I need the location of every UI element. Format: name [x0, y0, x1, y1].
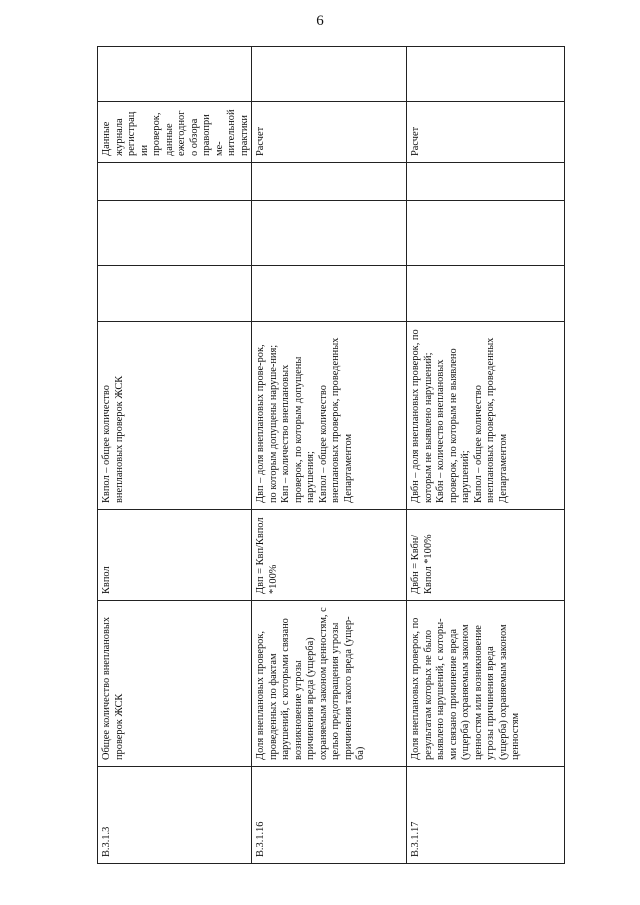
table-row — [97, 46, 252, 864]
cell-empty — [407, 163, 564, 201]
page-number: 6 — [316, 13, 324, 29]
cell-indicator-name: Доля внеплановых проверок, проведенных по фактам нарушений, с которыми связано возникновение угрозы причинения вреда (ущерба) охраняемым законом ценностям, с целью предотвращения угрозы причинения такого вреда (ущер-ба) — [252, 601, 406, 767]
cell-data-source: Расчет — [252, 102, 406, 163]
cell-formula: Двбн = Квбн/Квпол *100% — [407, 510, 564, 601]
table-rotated-body — [97, 46, 565, 864]
cell-data-source: Расчет — [407, 102, 564, 163]
cell-empty — [407, 46, 564, 102]
cell-empty — [252, 201, 406, 266]
table-row — [252, 46, 407, 864]
cell-code: В.3.1.16 — [252, 767, 406, 864]
cell-empty — [407, 201, 564, 266]
indicators-table — [97, 46, 565, 864]
cell-code: В.3.1.3 — [98, 767, 251, 864]
cell-empty — [252, 46, 406, 102]
cell-empty — [252, 163, 406, 201]
cell-data-source: Данные журнала регистрации проверок, данные ежегодного обзора правоприме-нительной практики — [98, 102, 251, 163]
cell-variables: Двп – доля внеплановых прове-рок, по которым допущены наруше-ния; Квп – количество внеплановых проверок, по которым допущены нарушения; Квпол – общее количество внеплановых проверок, проведенных Департаментом — [252, 322, 406, 510]
cell-code: В.3.1.17 — [407, 767, 564, 864]
cell-variables: Двбн – доля внеплановых проверок, по которым не выявлено нарушений; Квбн – количество внеплановых проверок, по которым не выявлено нарушений; Квпол – общее количество внеплановых проверок, проведенных Департаментом — [407, 322, 564, 510]
cell-formula: Двп = Квп/Квпол *100% — [252, 510, 406, 601]
table-row — [407, 46, 565, 864]
cell-empty — [98, 163, 251, 201]
cell-indicator-name: Общее количество внеплановых проверок ЖСК — [98, 601, 251, 767]
cell-variables: Квпол – общее количество внеплановых проверок ЖСК — [98, 322, 251, 510]
cell-formula: Квпол — [98, 510, 251, 601]
cell-empty — [407, 266, 564, 322]
cell-empty — [98, 46, 251, 102]
cell-empty — [252, 266, 406, 322]
cell-empty — [98, 266, 251, 322]
cell-indicator-name: Доля внеплановых проверок, по результатам которых не было выявлено нарушений, с которы-ми связано причинение вреда (ущерба) охраняемым законом ценностям или возникновение угрозы причинения вреда (ущерба) охраняемым законом ценностям — [407, 601, 564, 767]
cell-empty — [98, 201, 251, 266]
